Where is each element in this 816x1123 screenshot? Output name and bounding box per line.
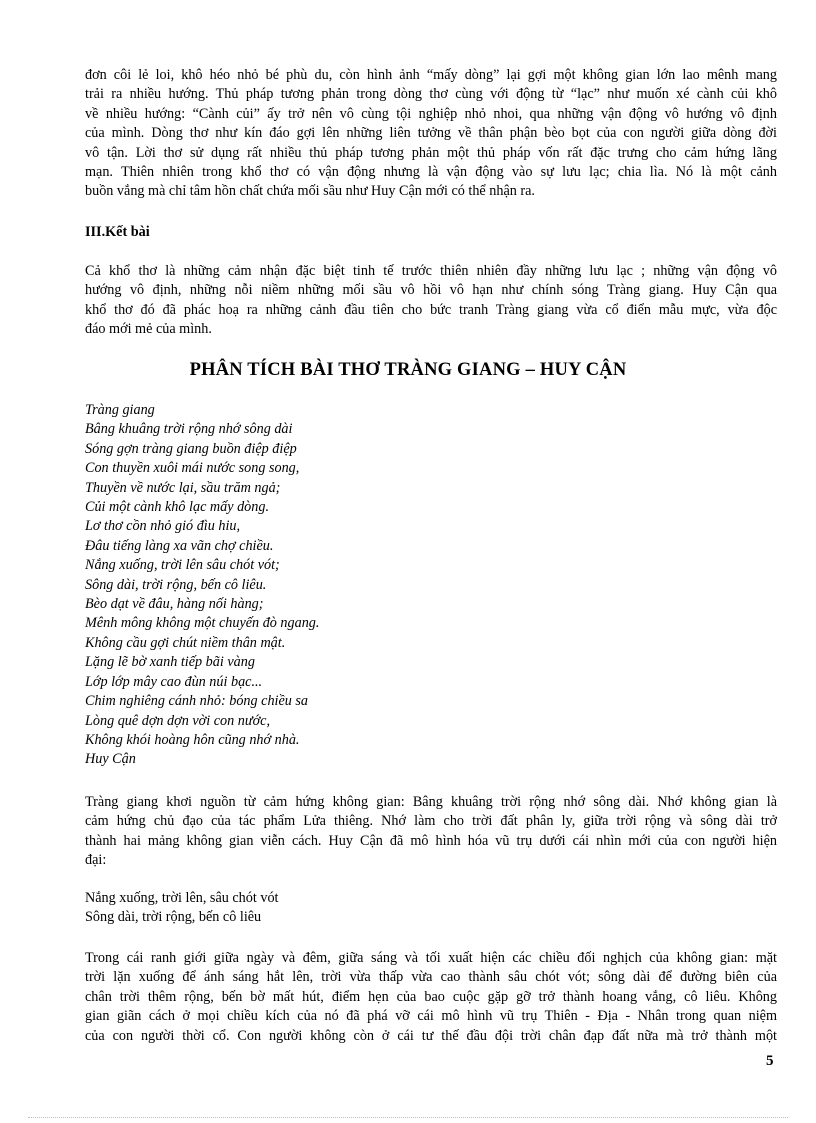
- paragraph-line: Trong cái ranh giới giữa ngày và đêm, giữa sáng và tối xuất hiện các chiều đối nghịch của không gian: mặt: [85, 950, 777, 966]
- poem-line: Đâu tiếng làng xa vãn chợ chiều.: [85, 537, 274, 554]
- paragraph-line: của mình. Dòng thơ như kín đáo gợi lên những liên tưởng về thân phận bèo bọt của con người giữa dòng đời: [85, 125, 777, 142]
- paragraph-line: trải ra nhiều hướng. Thủ pháp tương phản trong dòng thơ cùng với động từ “lạc” như muốn xé cành củi khô: [85, 86, 777, 103]
- page-title: PHÂN TÍCH BÀI THƠ TRÀNG GIANG – HUY CẬN: [189, 360, 627, 380]
- paragraph-line: vô tận. Lời thơ sử dụng rất nhiều thủ pháp tương phản một thủ pháp vốn rất đặc trưng cho cảm hứng lãng: [85, 144, 777, 161]
- poem-line: Nắng xuống, trời lên sâu chót vót;: [85, 557, 280, 574]
- quote-line: Nắng xuống, trời lên, sâu chót vót: [85, 890, 279, 906]
- paragraph-line: đáo mới mẻ của mình.: [85, 321, 212, 338]
- paragraph-line: hướng vô định, những nỗi niềm những mối sầu vô hồi vô hạn như chính sóng Tràng giang. Huy Cận qua: [85, 282, 777, 299]
- poem-line: Lòng quê dợn dợn vời con nước,: [85, 712, 270, 729]
- poem-line: Không cầu gợi chút niềm thân mật.: [85, 634, 286, 651]
- page-number: 5: [766, 1053, 774, 1069]
- poem-line: Tràng giang: [85, 402, 155, 418]
- analysis-paragraph: [85, 793, 777, 871]
- paragraph-line: cảm hứng chủ đạo của tác phẩm Lửa thiêng. Nhớ làm cho trời đất phân ly, giữa trời rộng và sông dài trở: [85, 813, 777, 830]
- poem-line: Lớp lớp mây cao đùn núi bạc...: [85, 673, 263, 690]
- poem-author: Huy Cận: [85, 751, 136, 768]
- section-heading: III.Kết bài: [85, 224, 150, 240]
- poem-line: Sóng gợn tràng giang buồn điệp điệp: [85, 440, 297, 457]
- paragraph-line: Cả khổ thơ là những cảm nhận đặc biệt tinh tế trước thiên nhiên đầy những lưu lạc ; những vận động vô: [85, 263, 777, 279]
- quote-line: Sông dài, trời rộng, bến cô liêu: [85, 909, 262, 926]
- poem-line: Bâng khuâng trời rộng nhớ sông dài: [85, 421, 293, 438]
- conclusion-paragraph: [85, 262, 777, 340]
- poem-line: Lặng lẽ bờ xanh tiếp bãi vàng: [85, 654, 255, 671]
- poem: [85, 401, 319, 770]
- intro-paragraph: [85, 66, 777, 202]
- paragraph-line: chân trời thêm rộng, bến bờ mất hút, điểm hẹn của bao cuộc gặp gỡ trở thành hoang vắng, cô liêu. Không: [85, 988, 777, 1005]
- paragraph-line: buồn vắng mà chỉ tâm hồn chất chứa mối sầu như Huy Cận mới có thể nhận ra.: [85, 183, 535, 200]
- quoted-verse: [85, 889, 279, 928]
- paragraph-line: mạn. Thiên nhiên trong khổ thơ có vận động nhưng là vận động vào sự lưu lạc; chia lìa. Nó là một cảnh: [85, 164, 777, 181]
- poem-line: Chim nghiêng cánh nhỏ: bóng chiều sa: [85, 693, 309, 710]
- poem-line: Mênh mông không một chuyến đò ngang.: [85, 615, 320, 632]
- poem-line: Củi một cành khô lạc mấy dòng.: [85, 499, 270, 516]
- paragraph-line: đơn côi lẻ loi, khô héo nhỏ bé phù du, còn hình ảnh “mấy dòng” lại gợi một không gian lớn lao mênh mang: [85, 67, 777, 83]
- paragraph-line: thành hai mảng không gian viễn cách. Huy Cận đã mô hình hóa vũ trụ dưới cái nhìn mới của con người hiện: [85, 832, 777, 849]
- poem-line: Bèo dạt về đâu, hàng nối hàng;: [85, 596, 264, 613]
- poem-line: Thuyền về nước lại, sầu trăm ngả;: [85, 479, 281, 496]
- paragraph-line: khổ thơ đó đã phác hoạ ra những cảnh đầu tiên cho bức tranh Tràng giang vừa cổ điển mẫu mực, vừa độc: [85, 301, 777, 318]
- paragraph-line: trời lặn xuống để ánh sáng hắt lên, trời vừa thấp vừa cao thành sâu chót vót; sông dài để đường biên của: [85, 969, 777, 986]
- footer-divider: [28, 1117, 788, 1118]
- poem-line: Lơ thơ cồn nhỏ gió đìu hiu,: [85, 518, 241, 535]
- paragraph-line: Tràng giang khơi nguồn từ cảm hứng không gian: Bâng khuâng trời rộng nhớ sông dài. Nhớ không gian là: [85, 794, 777, 810]
- poem-line: Con thuyền xuôi mái nước song song,: [85, 460, 300, 477]
- final-paragraph: [85, 949, 777, 1046]
- paragraph-line: về nhiều hướng: “Cành củi” ấy trở nên vô cùng tội nghiệp nhỏ nhoi, qua những vận động vô hướng vô định: [85, 105, 777, 122]
- paragraph-line: đại:: [85, 852, 107, 869]
- paragraph-line: của con người thời cổ. Con người không còn ở cái tư thế đầu đội trời chân đạp đất nữa mà trở thành một: [85, 1027, 777, 1044]
- poem-line: Sông dài, trời rộng, bến cô liêu.: [85, 576, 267, 593]
- paragraph-line: gian giãn cách ở mọi chiều kích của nó đã phá vỡ cái mô hình vũ trụ Thiên - Địa - Nhân trong quan niệm: [85, 1008, 777, 1025]
- poem-line: Không khói hoàng hôn cũng nhớ nhà.: [85, 731, 300, 748]
